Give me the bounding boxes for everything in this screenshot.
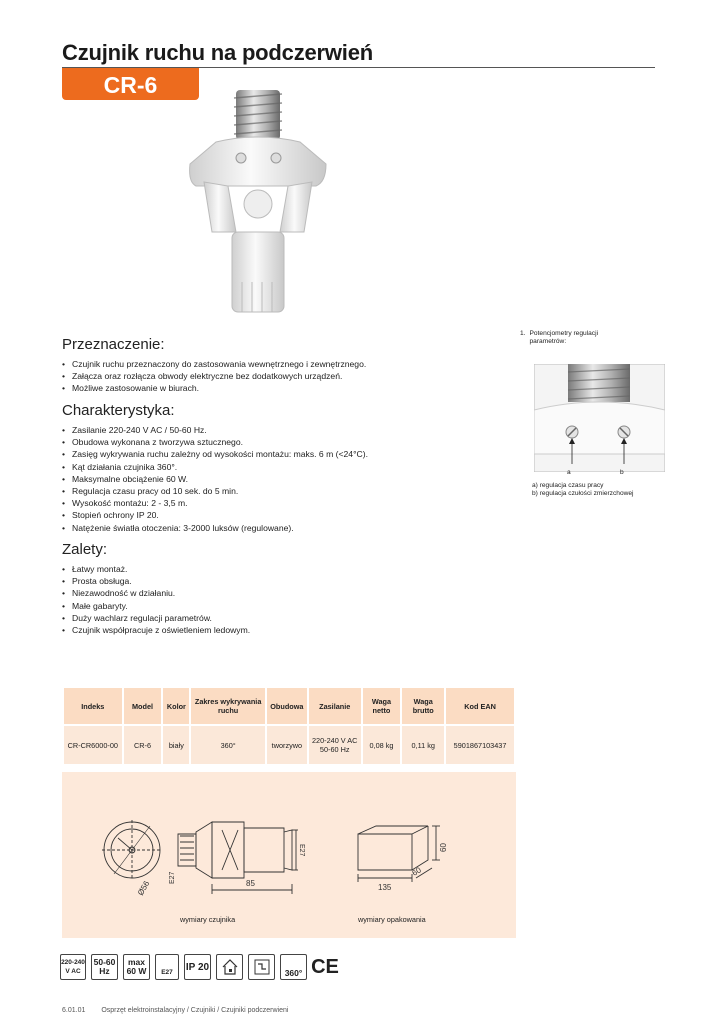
- model-badge: CR-6: [62, 68, 199, 100]
- dim-diameter: Ø56: [135, 879, 152, 897]
- outdoor-indoor-icon: [216, 954, 243, 980]
- list-item: • Zasięg wykrywania ruchu zależny od wysokości montażu: maks. 6 m (<24°C).: [62, 448, 482, 460]
- spec-table: [62, 686, 516, 766]
- table-cell: 220-240 V AC 50-60 Hz: [308, 725, 362, 765]
- list-item: • Obudowa wykonana z tworzywa sztucznego.: [62, 436, 482, 448]
- dimensions-panel: [62, 772, 516, 938]
- section-purpose: [62, 336, 482, 395]
- ip20-icon: IP 20: [184, 954, 211, 980]
- list-item: • Czujnik ruchu przeznaczony do zastosowania wewnętrznego i zewnętrznego.: [62, 358, 482, 370]
- label-a: a: [567, 469, 571, 476]
- page-code: 6.01.01: [62, 1007, 86, 1014]
- col-header: Kod EAN: [445, 687, 515, 725]
- product-photo: [176, 82, 336, 332]
- col-header: Model: [123, 687, 163, 725]
- ce-mark-icon: CE: [312, 954, 338, 980]
- table-row: [63, 725, 515, 765]
- table-cell: 0,08 kg: [362, 725, 402, 765]
- characteristics-list: [62, 424, 482, 534]
- spec-icons-row: [60, 954, 338, 982]
- page-footer: [62, 1007, 302, 1014]
- list-item: • Natężenie światła otoczenia: 3-2000 luksów (regulowane).: [62, 522, 482, 534]
- table-cell: CR-6: [123, 725, 163, 765]
- potentiometer-photo: [534, 364, 665, 472]
- section-heading: Zalety:: [62, 541, 108, 558]
- list-item: • Wysokość montażu: 2 - 3,5 m.: [62, 497, 482, 509]
- label-b: b: [620, 469, 624, 476]
- table-cell: tworzywo: [266, 725, 308, 765]
- section-characteristics: [62, 402, 482, 534]
- advantages-list: [62, 563, 482, 636]
- table-cell: biały: [162, 725, 190, 765]
- max-power-icon: max 60 W: [123, 954, 150, 980]
- col-header: Waga brutto: [401, 687, 445, 725]
- dim-pkg-height: 60: [439, 843, 448, 852]
- table-cell: 5901867103437: [445, 725, 515, 765]
- list-item: • Możliwe zastosowanie w biurach.: [62, 382, 482, 394]
- table-header-row: [63, 687, 515, 725]
- list-item: • Niezawodność w działaniu.: [62, 587, 482, 599]
- list-item: • Małe gabaryty.: [62, 600, 482, 612]
- dim-length: 85: [246, 879, 255, 888]
- note-number: 1.: [520, 330, 526, 337]
- section-advantages: [62, 541, 482, 636]
- e27-socket-icon: E27: [155, 954, 179, 980]
- page-title: Czujnik ruchu na podczerwień: [62, 40, 373, 65]
- list-item: • Czujnik współpracuje z oświetleniem ledowym.: [62, 624, 482, 636]
- legend-b: b) regulacja czułości zmierzchowej: [532, 489, 634, 497]
- list-item: • Kąt działania czujnika 360°.: [62, 461, 482, 473]
- section-heading: Przeznaczenie:: [62, 336, 165, 353]
- list-item: • Prosta obsługa.: [62, 575, 482, 587]
- dim-e27-left: E27: [169, 871, 176, 884]
- note-text: Potencjometry regulacji parametrów:: [529, 330, 599, 345]
- col-header: Kolor: [162, 687, 190, 725]
- col-header: Indeks: [63, 687, 123, 725]
- purpose-list: [62, 358, 482, 395]
- table-cell: CR-CR6000-00: [63, 725, 123, 765]
- section-heading: Charakterystyka:: [62, 402, 175, 419]
- col-header: Obudowa: [266, 687, 308, 725]
- package-dimensions-caption: wymiary opakowania: [358, 915, 426, 924]
- col-header: Zasilanie: [308, 687, 362, 725]
- col-header: Waga netto: [362, 687, 402, 725]
- side-note: [520, 330, 665, 346]
- footer-breadcrumb: Osprzęt elektroinstalacyjny / Czujniki / Czujniki podczerwieni: [101, 1007, 289, 1014]
- list-item: • Regulacja czasu pracy od 10 sek. do 5 min.: [62, 485, 482, 497]
- list-item: • Duży wachlarz regulacji parametrów.: [62, 612, 482, 624]
- list-item: • Zasilanie 220-240 V AC / 50-60 Hz.: [62, 424, 482, 436]
- sensor-dimensions-caption: wymiary czujnika: [180, 915, 236, 924]
- list-item: • Stopień ochrony IP 20.: [62, 509, 482, 521]
- table-cell: 0,11 kg: [401, 725, 445, 765]
- list-item: • Łatwy montaż.: [62, 563, 482, 575]
- list-item: • Załącza oraz rozłącza obwody elektryczne bez dodatkowych urządzeń.: [62, 370, 482, 382]
- dim-e27-right: E27: [298, 844, 305, 857]
- list-item: • Maksymalne obciążenie 60 W.: [62, 473, 482, 485]
- col-header: Zakres wykrywania ruchu: [190, 687, 266, 725]
- voltage-icon: 220-240 V AC: [60, 954, 86, 980]
- table-cell: 360°: [190, 725, 266, 765]
- dim-pkg-length: 135: [378, 883, 392, 892]
- time-adjust-icon: [248, 954, 275, 980]
- angle-360-icon: 360°: [280, 954, 307, 980]
- dimension-drawings: [62, 772, 516, 938]
- frequency-icon: 50-60 Hz: [91, 954, 118, 980]
- dim-pkg-width: 60: [410, 865, 423, 878]
- potentiometer-legend: [532, 482, 634, 497]
- legend-a: a) regulacja czasu pracy: [532, 482, 604, 489]
